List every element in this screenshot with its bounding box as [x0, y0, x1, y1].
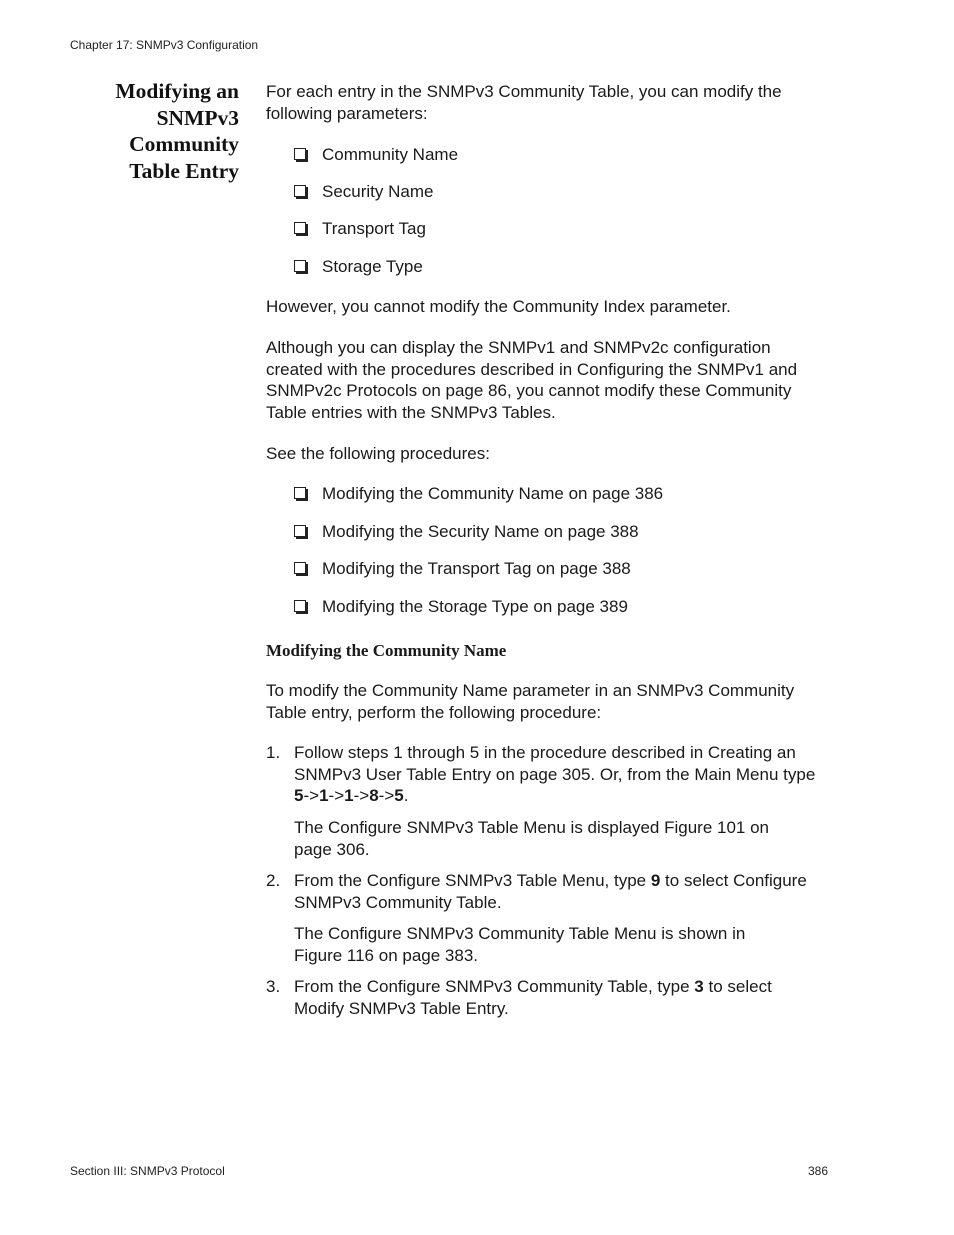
key-input: 5: [394, 786, 404, 805]
step-number: 2.: [266, 871, 281, 890]
subsection-intro: To modify the Community Name parameter in an SNMPv3 Community Table entry, perform the following procedure:: [266, 681, 795, 722]
key-input: 5: [294, 786, 304, 805]
checkbox-bullet-icon: [294, 600, 306, 612]
key-input: 1: [344, 786, 354, 805]
step-text: Follow steps 1 through 5 in the procedure described in Creating an SNMPv3 User Table Entry on page 305. Or, from the Main Menu type 5->1->1->8->5.: [294, 743, 816, 805]
step-note: The Configure SNMPv3 Table Menu is displayed Figure 101 on page 306.: [294, 818, 770, 859]
page-number: 386: [808, 1164, 829, 1178]
procedure-link-item: [294, 596, 852, 618]
parameter-label: Storage Type: [322, 257, 423, 276]
checkbox-bullet-icon: [294, 487, 306, 499]
step-text: From the Configure SNMPv3 Table Menu, type 9 to select Configure SNMPv3 Community Table.: [294, 871, 807, 912]
key-input: 8: [369, 786, 379, 805]
parameter-item: [294, 256, 852, 278]
procedure-step: [266, 976, 832, 1019]
cannot-modify-paragraph: However, you cannot modify the Community Index parameter.: [266, 297, 731, 316]
key-input: 1: [319, 786, 329, 805]
section-heading-line: Community: [129, 132, 239, 156]
parameter-item: [294, 218, 852, 240]
checkbox-bullet-icon: [294, 148, 306, 160]
intro-paragraph: For each entry in the SNMPv3 Community Table, you can modify the following parameters:: [266, 82, 782, 123]
section-heading-line: SNMPv3: [156, 105, 239, 130]
checkbox-bullet-icon: [294, 525, 306, 537]
running-header: Chapter 17: SNMPv3 Configuration: [70, 38, 259, 52]
parameter-label: Community Name: [322, 145, 459, 164]
subsection-heading: Modifying the Community Name: [266, 641, 507, 660]
running-footer: Section III: SNMPv3 Protocol: [70, 1164, 225, 1178]
section-heading-line: Modifying an: [115, 79, 239, 103]
procedure-link-item: [294, 483, 852, 505]
procedure-link[interactable]: Modifying the Transport Tag on page 388: [322, 559, 631, 578]
procedure-link-item: [294, 558, 852, 580]
checkbox-bullet-icon: [294, 562, 306, 574]
key-input: 3: [694, 977, 704, 996]
procedure-link-item: [294, 521, 852, 543]
step-text: From the Configure SNMPv3 Community Table, type 3 to select Modify SNMPv3 Table Entry.: [294, 977, 772, 1018]
procedure-link[interactable]: Modifying the Storage Type on page 389: [322, 597, 628, 616]
parameter-item: [294, 144, 852, 166]
parameter-label: Security Name: [322, 182, 434, 201]
checkbox-bullet-icon: [294, 185, 306, 197]
procedure-link[interactable]: Modifying the Security Name on page 388: [322, 522, 639, 541]
checkbox-bullet-icon: [294, 260, 306, 272]
parameter-label: Transport Tag: [322, 219, 426, 238]
although-paragraph: Although you can display the SNMPv1 and SNMPv2c configuration created with the procedures described in Configuring the SNMPv1 and SNMPv2c Protocols on page 86, you cannot modify these Community Table entries with the SNMPv3 Tables.: [266, 338, 798, 422]
procedure-step: [266, 870, 832, 913]
step-number: 1.: [266, 743, 281, 762]
step-note: The Configure SNMPv3 Community Table Menu is shown in Figure 116 on page 383.: [294, 924, 746, 965]
procedure-step: [266, 742, 832, 807]
section-heading: [70, 78, 239, 184]
section-heading-line: Table Entry: [129, 158, 239, 183]
see-following-paragraph: See the following procedures:: [266, 444, 490, 463]
key-input: 9: [650, 871, 661, 890]
step-number: 3.: [266, 977, 281, 996]
procedure-link[interactable]: Modifying the Community Name on page 386: [322, 484, 664, 503]
checkbox-bullet-icon: [294, 222, 306, 234]
parameter-item: [294, 181, 852, 203]
